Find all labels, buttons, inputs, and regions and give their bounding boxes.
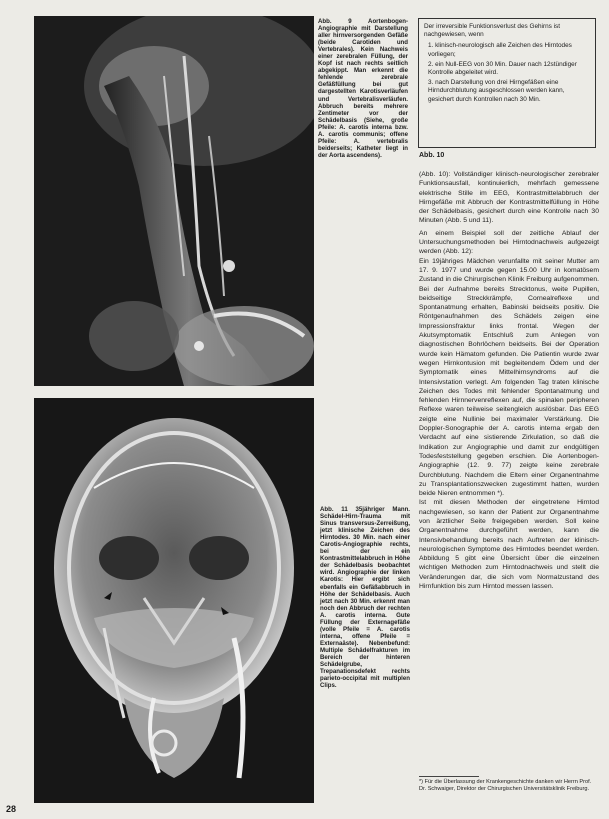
body-text-column — [419, 170, 599, 591]
footnote-rule — [419, 776, 479, 777]
criteria-item: 3. nach Darstellung von drei Hirngefäßen eine Hirndurchblutung ausgeschlossen werden kann, gesichert durch Kontrollen nach 30 Min. — [428, 79, 565, 103]
figure-11-xray-drawing — [34, 398, 314, 803]
criteria-intro: Der irreversible Funktionsverlust des Gehirns ist nachgewiesen, wenn — [424, 23, 561, 39]
criteria-item: 1. klinisch-neurologisch alle Zeichen des Hirntodes vorliegen; — [428, 42, 572, 58]
criteria-list — [424, 42, 590, 103]
figure-9-caption: Abb. 9 Aortenbogen-Angiographie mit Darstellung aller hirnversorgenden Gefäße (beide Carotiden und Vertebrales). Kein Nachweis einer zerebralen Füllung, der Kopf ist nach rechts seitlich abgekippt. Man erkennt die fehlende zerebrale Gefäßfüllung bei gut dargestellten Karotisverläufen und Vertebralisverläufen. Abbruch bereits mehrere Zentimeter vor der Schädelbasis (Siehe, große Pfeile: A. carotis interna bzw. A. carotis communis; offene Pfeile: A. vertebralis beiderseits; Katheter liegt in der Aorta ascendens). — [318, 18, 408, 159]
figure-9-xray-drawing — [34, 16, 314, 386]
criteria-item: 2. ein Null-EEG von 30 Min. Dauer nach 12stündiger Kontrolle abgeleitet wird. — [428, 60, 577, 77]
footnote: *) Für die Überlassung der Krankengeschichte danken wir Herrn Prof. Dr. Schwaiger, Direktor der Chirurgischen Universitätsklinik Freiburg. — [419, 779, 592, 792]
body-paragraph: Ein 19jähriges Mädchen verunfallte mit seiner Mutter am 17. 9. 1977 und wurde gegen 15.00 Uhr in komatösem Zustand in die Chirurgischen Klinik Freiburg aufgenommen. Bei der Aufnahme bereits Strecktonus, weite Pupillen, beidseitige Streckkrämpfe, Cornealreflexe und Spontanatmung erhalten, Babinski beidseits positiv. Die Röntgenaufnahmen des Schädels zeigen eine Impressionsfraktur links frontal. Wegen der Akutsymptomatik Entschluß zum Anlegen von diagnostischen Bohrlöchern beidseits. Bei der Operation wurde kein Hämatom gefunden. Die Patientin wurde zwar wegen Hirnkontusion mit begleitendem Ödem und der Symptomatik eines Mittelhirnsyndroms auf die Intensivstation verlegt. Am folgenden Tag traten klinische Zeichen des Todes mit fehlender Spontanatmung und fehlenden Hirnnervenreflexen auf, die spinalen peripheren Reflexe waren teilweise seitengleich auslösbar. Das EEG zeigte eine Nullinie bei maximaler Verstärkung. Die Doppler-Sonographie der A. carotis interna ergab den Verdacht auf eine sistierende Zirkulation, so daß die Indikation zur Angiographie und damit zur endgültigen Todesfeststellung gegeben erschien. Die Aortenbogen-Angiographie (12. 9. 77) zeigte keine zerebrale Durchblutung. Nachdem die Eltern einer Organentnahme zu Transplantationszwecken zugestimmt hatten, wurden beide Nieren entnommen *). — [419, 257, 599, 498]
body-paragraph: Ist mit diesen Methoden der eingetretene Hirntod nachgewiesen, so kann der Patient zur Organentnahme von ärztlicher Seite freigegeben werden. Soll keine Organentnahme durchgeführt werden, kann die Intensivbehandlung bereits nach Auftreten der klinisch-neurologischen Symptome des Hirntodes beendet werden. Abbildung 5 gibt eine Übersicht über die einzelnen wichtigen Methoden zum Hirntodnachweis und stellt die Veränderungen dar, die sich vom Normalzustand des Hirnfunktion bis zum Hirntod messen lassen. — [419, 499, 599, 591]
figure-11-caption: Abb. 11 35jähriger Mann. Schädel-Hirn-Trauma mit Sinus transversus-Zerreißung, jetzt klinische Zeichen des Hirntodes. 30 Min. nach einer Carotis-Angiographie rechts, bei der ein Kontrastmittelabbruch in Höhe der Schädelbasis beobachtet wird. Angiographie der linken Karotis: Hier ergibt sich ebenfalls ein Gefäßabbruch in Höhe der Schädelbasis. Auch jetzt nach 30 Min. erkennt man noch den Abbruch der rechten A. carotis interna. Gute Füllung der Externagefäße (volle Pfeile = A. carotis interna, offene Pfeile = Externaäste). Nebenbefund: Multiple Schädelfrakturen im Bereich der hinteren Schädelgrube, Trepanationsdefekt rechts parieto-occipital mit multiplen Clips. — [320, 506, 410, 690]
figure-10-criteria-box — [418, 18, 596, 148]
body-paragraph: (Abb. 10): Vollständiger klinisch-neurologischer zerebraler Funktionsausfall, kontinuierlich, mehrfach gemessene elektrische Stille im EEG, Kontrastmittelabbruch der Hirngefäße mit Abbruch der Kontrastmittelfüllung in Höhe der Schädelbasis, gesichert durch eine Kontrolle nach 30 Minuten (Abb. 5 und 11). — [419, 171, 599, 225]
body-paragraph: An einem Beispiel soll der zeitliche Ablauf der Untersuchungsmethoden bei Hirntodnachweis aufgezeigt werden (Abb. 12): — [419, 229, 599, 256]
figure-11-skull-xray-image — [34, 398, 314, 803]
figure-9-angiography-image — [34, 16, 314, 386]
figure-10-label: Abb. 10 — [419, 152, 445, 159]
page-number: 28 — [6, 804, 17, 814]
